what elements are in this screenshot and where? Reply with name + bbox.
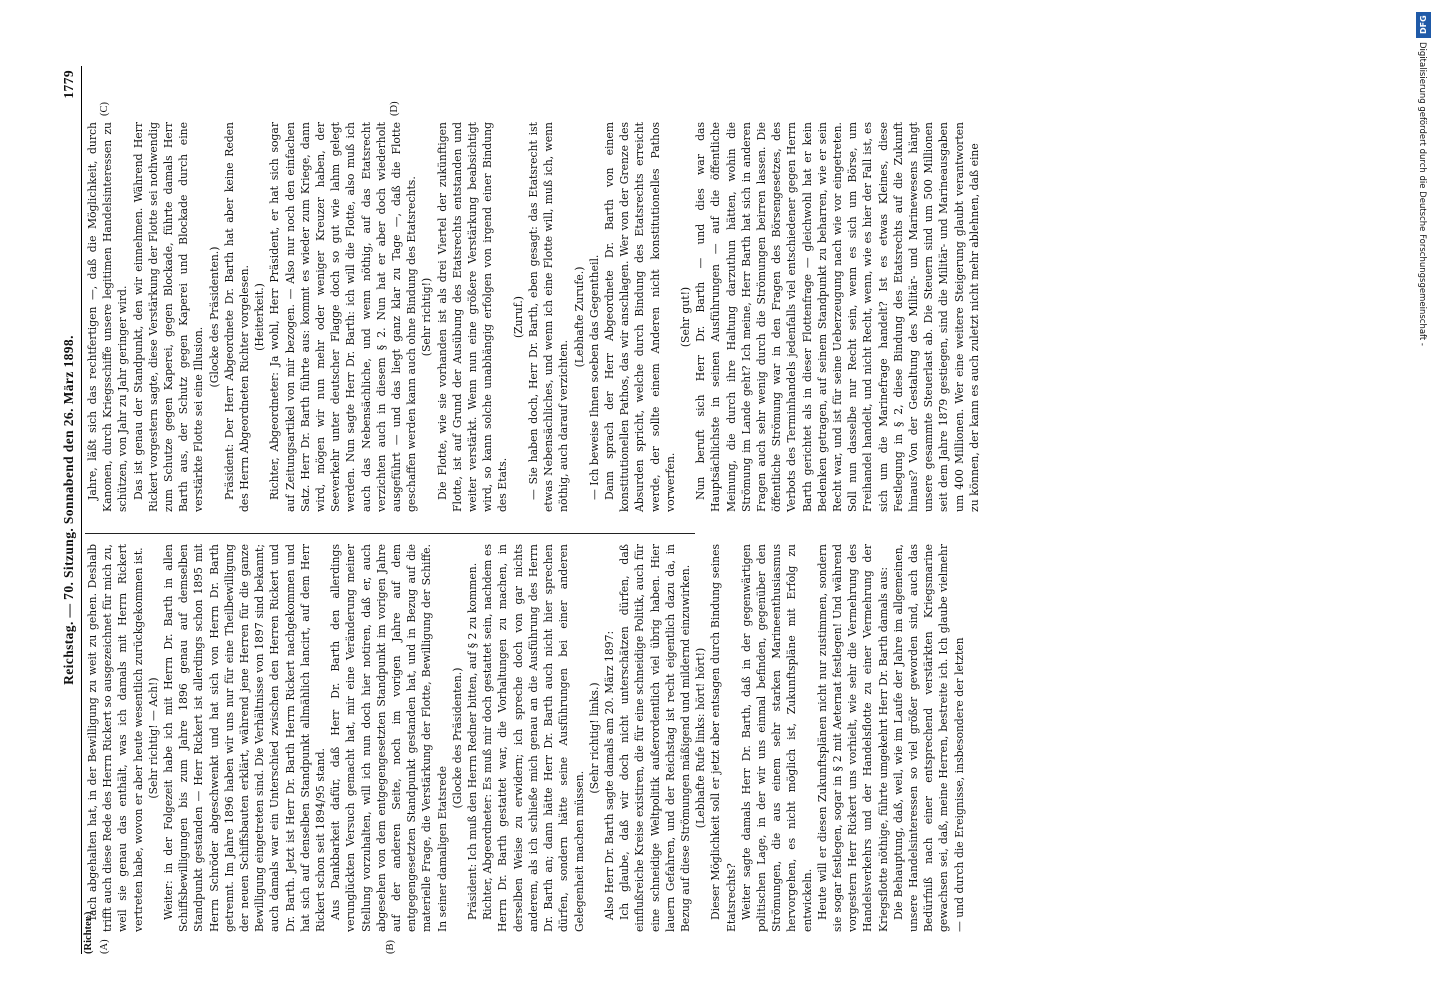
paragraph: Jahre, läßt sich das rechtfertigen —, daß die Möglichkeit, durch Kanonen, durch Kriegsschiffe unsere legitimen Handelsinteressen zu schützen, von Jahr zu Jahr geringer wird. [86,122,130,512]
left-text-column [85,544,966,932]
credit-text: Digitalisierung gefördert durch die Deutsche Forschungsgemeinschaft - [1417,42,1427,346]
paragraph: Präsident: Ich muß den Herrn Redner bitten, auf § 2 zu kommen. [466,562,480,920]
right-text-column [85,122,981,512]
page-header [59,66,79,954]
paragraph: (Lebhafte Rufe links: hört! hört!) [694,647,708,829]
paragraph: (Lebhafte Zurufe.) [572,266,586,368]
side-credit [1414,12,1434,992]
paragraph: Das ist genau der Standpunkt, den wir einnehmen. Während Herr Rickert vorgestern sagte, diese Verstärkung der Flotte sei nothwendig zum Schutze gegen Kaperei, gegen Blockade, führte damals Herr Barth aus, der Schutz gegen Kaperei und Blockade durch eine verstärkte Flotte sei eine Illusion. [131,122,206,512]
paragraph: Richter, Abgeordneter: Ja wohl, Herr Präsident, er hat sich sogar auf Zeitungsartikel von mir bezogen. — Also nur noch den einfachen Satz. Herr Dr. Barth führte aus: kommt es wieder zum Kriege, dann wird, mögen wir nun mehr oder weniger Kreuzer haben, der Seeverkehr unter deutscher Flagge doch so gut wie lahm gelegt werden. Nun sagte Herr Dr. Barth: ich will die Flotte, also muß ich auch das Nebensächliche, und wenn nöthig, auf das Etatsrecht verzichten auch in diesem § 2. Nun hat er aber doch wiederholt ausgeführt — und das liegt ganz klar zu Tage —, daß die Flotte geschaffen werden kann auch ohne Bindung des Etatsrechts. [268,122,419,512]
page-number: 1779 [61,70,76,99]
speaker-tag: (Richter.) [83,911,94,954]
paragraph: — Ich beweise Ihnen soeben das Gegentheil. [587,254,601,500]
margin-marker-a: (A) [99,939,110,954]
header-title: Reichstag. — 70. Sitzung. Sonnabend den 26. März 1898. [61,335,76,685]
header-rule [81,66,82,954]
rotated-page [59,66,981,954]
dfg-logo-icon: DFG [1416,12,1431,38]
paragraph: Ich glaube, daß wir doch nicht unterschätzen dürfen, daß einflußreiche Kreise existiren, die für eine schneidige Politik, auch für eine schneidige Weltpolitik außerordentlich viel übrig haben. Hier lauern Gefahren, und der Reichstag ist recht eigentlich dazu da, in Bezug auf diese Strömungen mäßigend und mildernd einzuwirken. [618,544,692,932]
paragraph: (Heiterkeit.) [253,283,267,351]
paragraph: Dieser Möglichkeit soll er jetzt aber entsagen durch Bindung seines Etatsrechts? [709,544,738,932]
paragraph: Richter, Abgeordneter: Es muß mir doch gestattet sein, nachdem es Herrn Dr. Barth gestattet war, die Vorhaltungen zu machen, in derselben Weise zu erwidern; ich spreche doch von gar nichts anderem, als ich schließe mich genau an die Ausführung des Herrn Dr. Barth an; dann hätte Herr Dr. Barth auch nicht hier sprechen dürfen, sondern hätte seine Ausführungen bei einer anderen Gelegenheit machen müssen. [481,544,586,932]
paragraph: Die Behauptung, daß, weil, wie im Laufe der Jahre im allgemeinen, unsere Handelsinteressen so viel größer geworden sind, auch das Bedürfniß nach einer entsprechend verstärkten Kriegsmarine gewachsen sei, daß, meine Herren, bestreite ich. Ich glaube vielmehr — und durch die Ereignisse, insbesondere der letzten [891,544,966,932]
paragraph: Aus Dankbarkeit dafür, daß Herr Dr. Barth den allerdings verunglückten Versuch gemacht hat, mir eine Veränderung meiner Stellung vorzuhalten, will ich nun doch hier notiren, daß er, auch abgesehen von dem entgegengesetzten Standpunkt im vorigen Jahre auf der anderen Seite, noch im vorigen Jahre auf dem entgegengesetzten Standpunkt gestanden hat, und in Bezug auf die materielle Frage, die Verstärkung der Flotte, Bewilligung der Schiffe. In seiner damaligen Etatsrede [329,544,449,932]
paragraph: Also Herr Dr. Barth sagte damals am 20. März 1897: [602,630,616,920]
paragraph: Die Flotte, wie sie vorhanden ist als drei Viertel der zukünftigen Flotte, ist auf Grund der Ausübung des Etatsrechts entstanden und weiter verstärkt. Wenn nun eine größere Verstärkung beabsichtigt wird, so kann solche unabhängig erfolgen von irgend einer Bindung des Etats. [435,122,510,512]
paragraph: Präsident: Der Herr Abgeordnete Dr. Barth hat aber keine Reden des Herrn Abgeordneten Richter vorgelesen. [222,122,252,512]
paragraph: (Sehr richtig!) [420,277,434,357]
margin-marker-b: (B) [385,940,396,954]
paragraph: Dann sprach der Herr Abgeordnete Dr. Barth von einem konstitutionellen Pathos, das wir anschlagen. Wer von der Grenze des Absurden spricht, welche durch Bindung des Etatsrechts erreicht werde, der sollte einem Anderen nicht konstitutionelles Pathos vorwerfen. [602,122,677,512]
paragraph: (Sehr richtig! — Ach!) [146,677,160,799]
paragraph: — Sie haben doch, Herr Dr. Barth, eben gesagt: das Etatsrecht ist etwas Nebensächliches, und wenn ich eine Flotte will, muß ich, wenn nöthig, auch darauf verzichten. [526,122,571,512]
margin-marker-c: (C) [99,102,110,116]
paragraph: Nun beruft sich Herr Dr. Barth — und dies war das Hauptsächlichste in seinen Ausführungen — auf die öffentliche Meinung, die durch ihre Haltung darzuthun hätten, wohin die Strömung im Lande geht? Ich meine, Herr Barth hat sich in anderen Fragen auch sehr wenig durch die Strömungen beirren lassen. Die öffentliche Strömung war in den Fragen des Börsengesetzes, des Verbots des Terminhandels jedenfalls viel entschiedener gegen Herrn Barth gerichtet als in dieser Flottenfrage — gleichwohl hat er kein Bedenken getragen, auf seinem Standpunkt zu beharren, wie er sein Recht war, und ist für seine Ueberzeugung nach wie vor eingetreten. Soll nun dasselbe nur Recht sein, wenn es sich um Börse, um Freihandel handelt, und nicht Recht, wenn, wie es hier der Fall ist, es sich um die Marinefrage handelt? Ist es etwas Kleines, diese Festlegung in § 2, diese Bindung des Etatsrechts auf die Zukunft hinaus? Von der Gestaltung des Militär- und Marinewesens hängt unsere gesammte Steuerlast ab. Die Steuern sind um 500 Millionen seit dem Jahre 1879 gestiegen, sind die Militär- und Marineausgaben um 400 Millionen. Wer eine weitere Steigerung glaubt verantworten zu können, der kann es auch zuletzt nicht mehr ablehnen, daß eine [694,122,981,512]
paragraph: Weiter sagte damals Herr Dr. Barth, daß in der gegenwärtigen politischen Lage, in der wir uns einmal befinden, gegenüber den Strömungen, die aus einem sehr starken Marineenthusiasmus hervorgehen, es nicht möglich ist, Zukunftspläne mit Erfolg zu entwickeln. [739,544,814,932]
paragraph: fach abgehalten hat, in der Bewilligung zu weit zu gehen. Deshalb trifft auch diese Rede des Herrn Rickert so ausgezeichnet für mich zu, weil sie genau das enthält, was ich damals mit Herrn Rickert vertreten habe, wovon er aber heute wesentlich zurückgekommen ist. [86,544,145,932]
paragraph: Weiter: in der Folgezeit habe ich mit Herrn Dr. Barth in allen Schiffsbewilligungen bis zum Jahre 1896 genau auf demselben Standpunkt gestanden — Herr Rickert ist allerdings schon 1895 mit Herrn Schröder abgeschwenkt und hat sich von Herrn Dr. Barth getrennt. Im Jahre 1896 haben wir uns nur für eine Theilbewilligung der neuen Schiffsbauten erklärt, während jene Herren für die ganze Bewilligung eingetreten sind. Die Verhältnisse von 1897 sind bekannt; auch damals war ein Unterschied zwischen den Herren Rickert und Dr. Barth. Jetzt ist Herr Dr. Barth Herrn Rickert nachgekommen und hat sich auf denselben Standpunkt allmählich lancirt, auf dem Herr Rickert schon seit 1894/95 stand. [162,544,328,932]
margin-marker-d: (D) [389,101,400,116]
paragraph: (Zuruf.) [511,295,525,339]
paragraph: (Glocke des Präsidenten.) [207,246,221,388]
paragraph: (Glocke des Präsidenten.) [450,667,464,809]
column-divider [85,533,695,534]
paragraph: (Sehr richtig! links.) [587,682,601,794]
paragraph: Heute will er diesen Zukunftsplänen nicht nur zustimmen, sondern sie sogar festlegen, sogar in § 2 mit Aeternat festlegen! Und während vorgestern Herr Rickert uns vorhielt, wie sehr die Vermehrung des Handelsverkehrs und der Handelsflotte zu einer Vermehrung der Kriegsflotte nöthige, führte umgekehrt Herr Dr. Barth damals aus: [815,544,890,932]
paragraph: (Sehr gut!) [678,286,692,348]
